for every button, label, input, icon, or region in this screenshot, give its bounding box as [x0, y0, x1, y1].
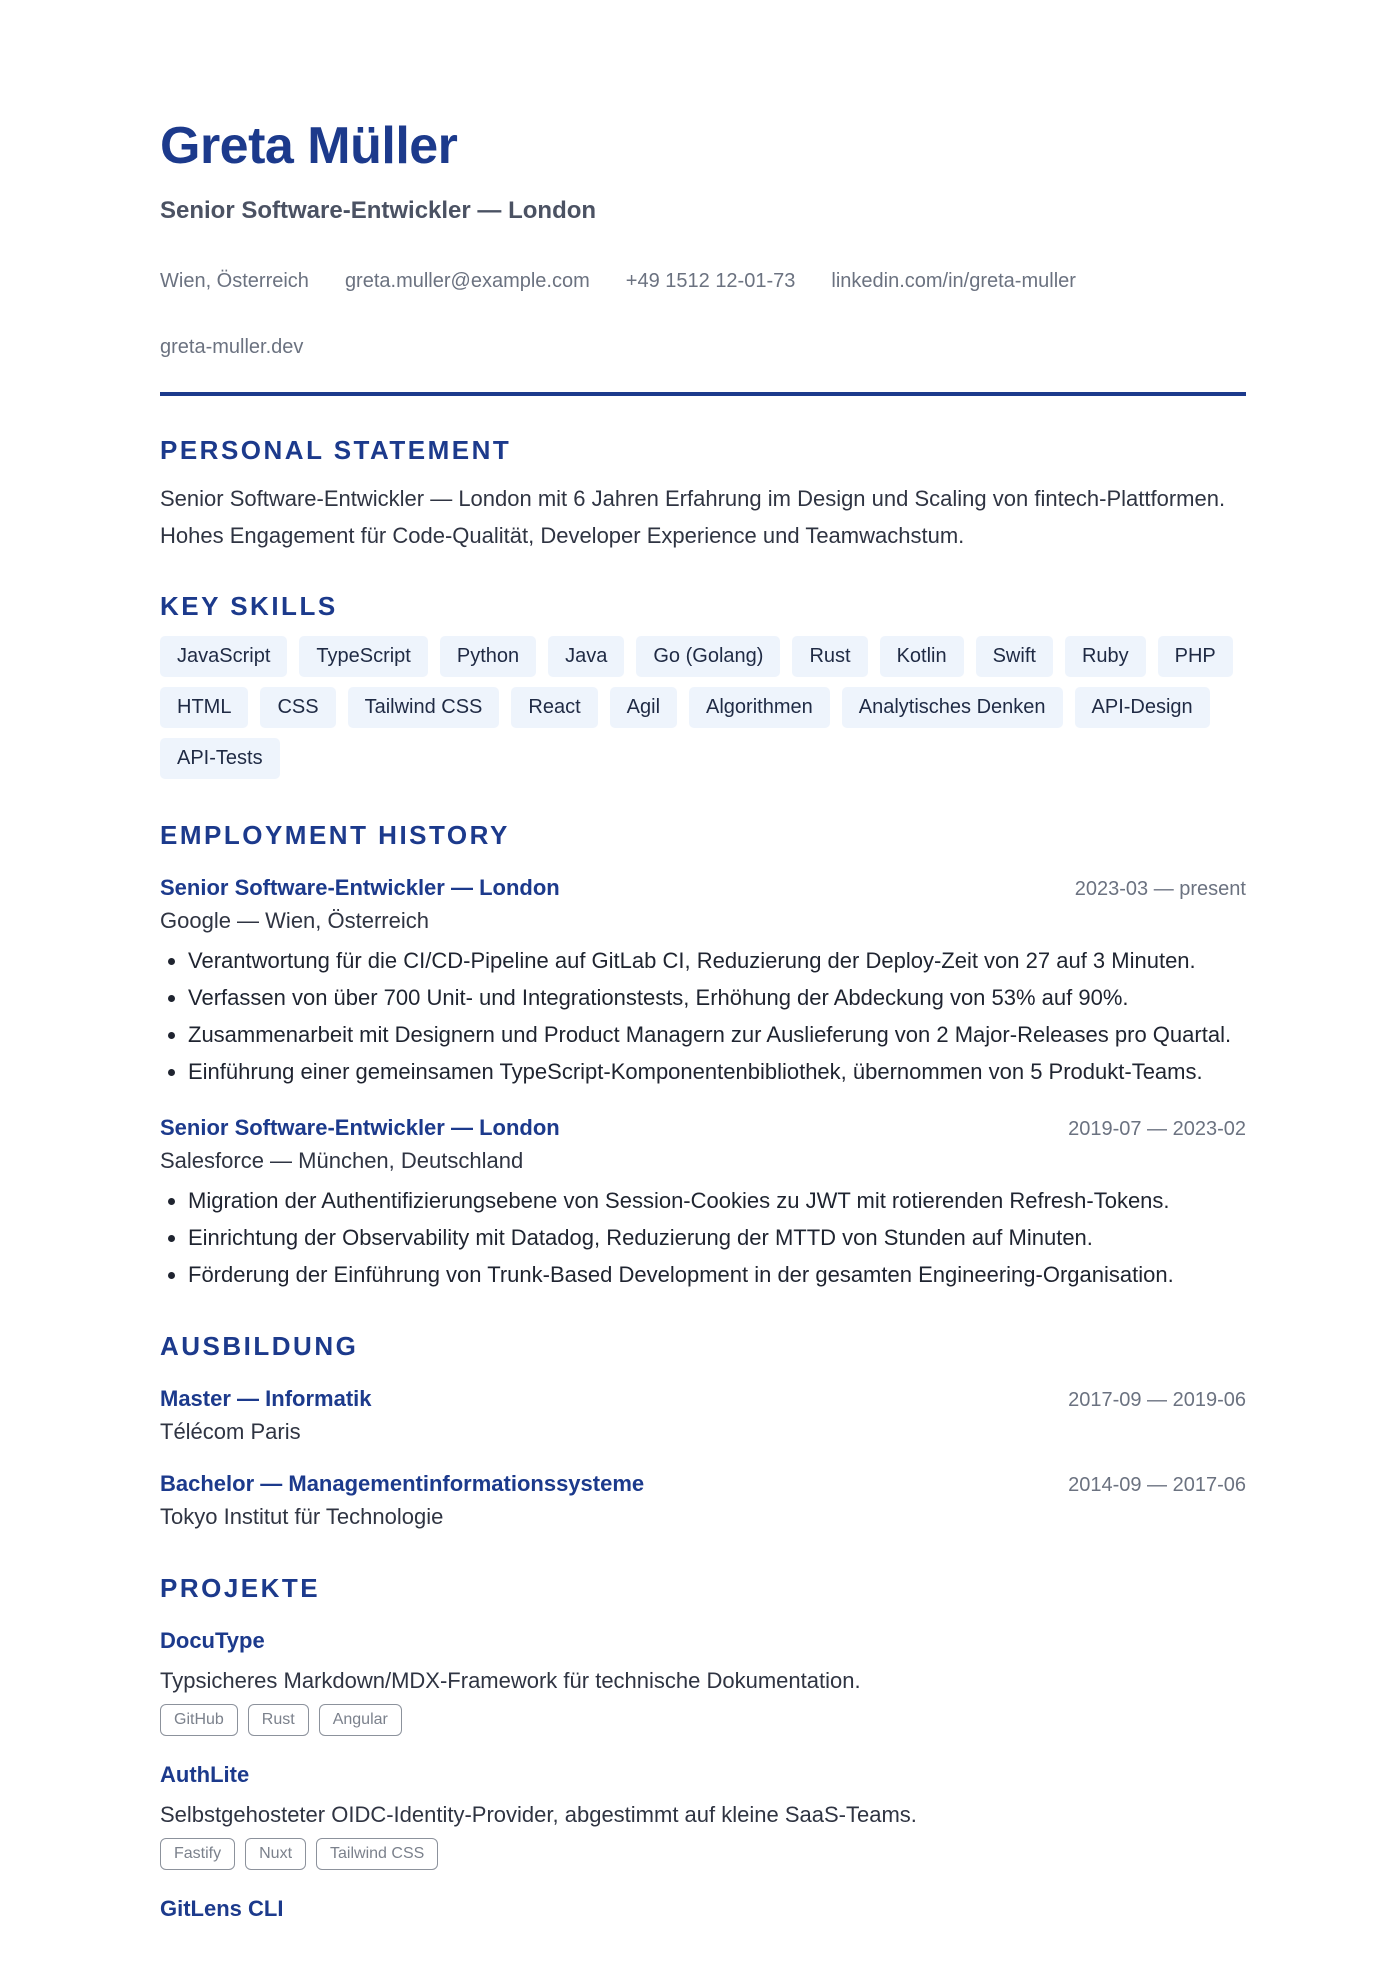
- project-name: GitLens CLI: [160, 1896, 284, 1921]
- candidate-name: Greta Müller: [160, 117, 458, 175]
- job-entry: [160, 1113, 1246, 1292]
- skill-chip: Ruby: [1065, 636, 1146, 677]
- achievement-item: • Einrichtung der Observability mit Datadog, Reduzierung der MTTD von Stunden auf Minuten.: [188, 1221, 1246, 1255]
- skill-chip: Rust: [792, 636, 867, 677]
- section-title-statement: PERSONAL STATEMENT: [160, 435, 512, 465]
- achievement-item: • Zusammenarbeit mit Designern und Product Managern zur Auslieferung von 2 Major-Releases pro Quartal.: [188, 1018, 1246, 1052]
- project-name: AuthLite: [160, 1762, 250, 1787]
- skill-chip-list: [160, 636, 1260, 779]
- job-achievements: [160, 944, 1246, 1089]
- skill-chip: Java: [548, 636, 624, 677]
- header-divider: [160, 392, 1246, 396]
- project-tag: Angular: [319, 1704, 402, 1736]
- skill-chip: TypeScript: [299, 636, 427, 677]
- skill-chip: Go (Golang): [636, 636, 780, 677]
- job-role: Senior Software-Entwickler — London: [160, 1115, 560, 1140]
- achievement-item: • Verfassen von über 700 Unit- und Integrationstests, Erhöhung der Abdeckung von 53% auf 90%.: [188, 981, 1246, 1015]
- education-degree: Master — Informatik: [160, 1386, 372, 1411]
- project-tag: GitHub: [160, 1704, 238, 1736]
- project-description: Selbstgehosteter OIDC-Identity-Provider, abgestimmt auf kleine SaaS-Teams.: [160, 1802, 917, 1827]
- skill-chip: JavaScript: [160, 636, 287, 677]
- contact-linkedin[interactable]: linkedin.com/in/greta-muller: [831, 270, 1076, 292]
- skill-chip: Swift: [976, 636, 1053, 677]
- skill-chip: React: [511, 687, 597, 728]
- education-school: Tokyo Institut für Technologie: [160, 1504, 444, 1529]
- job-achievements: [160, 1184, 1246, 1292]
- education-degree: Bachelor — Managementinformationssysteme: [160, 1471, 645, 1496]
- employment-history-section: [160, 819, 1246, 1292]
- achievement-item: • Migration der Authentifizierungsebene von Session-Cookies zu JWT mit rotierenden Refresh-Tokens.: [188, 1184, 1246, 1218]
- project-tag-list: [160, 1838, 1240, 1870]
- section-title-education: AUSBILDUNG: [160, 1331, 359, 1361]
- achievement-item: • Förderung der Einführung von Trunk-Based Development in der gesamten Engineering-Organisation.: [188, 1258, 1246, 1292]
- skill-chip: Python: [440, 636, 536, 677]
- achievement-item: • Einführung einer gemeinsamen TypeScript-Komponentenbibliothek, übernommen von 5 Produkt-Teams.: [188, 1055, 1246, 1089]
- education-entry: [160, 1469, 1246, 1534]
- section-title-projects: PROJEKTE: [160, 1573, 321, 1603]
- job-role: Senior Software-Entwickler — London: [160, 875, 560, 900]
- project-entry: [160, 1894, 1240, 1924]
- skill-chip: Algorithmen: [689, 687, 830, 728]
- achievement-item: • Verantwortung für die CI/CD-Pipeline auf GitLab CI, Reduzierung der Deploy-Zeit von 27 auf 3 Minuten.: [188, 944, 1246, 978]
- project-tag-list: [160, 1704, 1240, 1736]
- education-dates: 2017-09 — 2019-06: [1068, 1389, 1246, 1411]
- education-school: Télécom Paris: [160, 1419, 301, 1444]
- contact-phone[interactable]: +49 1512 12-01-73: [625, 270, 796, 292]
- job-header-row: [160, 873, 1246, 904]
- project-entry: [160, 1760, 1240, 1870]
- education-entry: [160, 1384, 1246, 1449]
- skill-chip: Tailwind CSS: [348, 687, 500, 728]
- resume-header: [160, 116, 1240, 396]
- contact-website[interactable]: greta-muller.dev: [160, 336, 304, 358]
- job-header-row: [160, 1113, 1246, 1144]
- project-tag: Nuxt: [245, 1838, 306, 1870]
- project-tag: Rust: [248, 1704, 309, 1736]
- skill-chip: API-Design: [1075, 687, 1210, 728]
- education-section: [160, 1330, 1246, 1534]
- contact-location: Wien, Österreich: [160, 270, 309, 292]
- skill-chip: Agil: [610, 687, 677, 728]
- job-organization: Salesforce — München, Deutschland: [160, 1148, 524, 1173]
- job-entry: [160, 873, 1246, 1089]
- job-dates: 2019-07 — 2023-02: [1068, 1118, 1246, 1140]
- project-name: DocuType: [160, 1628, 265, 1653]
- project-tag: Fastify: [160, 1838, 235, 1870]
- contact-email[interactable]: greta.muller@example.com: [344, 270, 590, 292]
- project-tag: Tailwind CSS: [316, 1838, 438, 1870]
- project-description: Typsicheres Markdown/MDX-Framework für technische Dokumentation.: [160, 1668, 861, 1693]
- section-title-skills: KEY SKILLS: [160, 591, 338, 621]
- skill-chip: API-Tests: [160, 738, 280, 779]
- education-header-row: [160, 1469, 1246, 1500]
- personal-statement-section: [160, 434, 1240, 554]
- statement-text: Senior Software-Entwickler — London mit 6 Jahren Erfahrung im Design und Scaling von fintech-Plattformen. Hohes Engagement für Code-Qualität, Developer Experience und Teamwachstum.: [160, 486, 1226, 548]
- key-skills-section: [160, 590, 1240, 779]
- job-dates: 2023-03 — present: [1074, 878, 1246, 900]
- contact-list: [160, 248, 1240, 380]
- candidate-headline: Senior Software-Entwickler — London: [160, 197, 597, 224]
- skill-chip: HTML: [160, 687, 248, 728]
- skill-chip: Kotlin: [880, 636, 964, 677]
- education-header-row: [160, 1384, 1246, 1415]
- skill-chip: Analytisches Denken: [842, 687, 1063, 728]
- skill-chip: PHP: [1158, 636, 1233, 677]
- project-entry: [160, 1626, 1240, 1736]
- projects-section: [160, 1572, 1240, 1924]
- education-dates: 2014-09 — 2017-06: [1068, 1474, 1246, 1496]
- section-title-employment: EMPLOYMENT HISTORY: [160, 820, 510, 850]
- job-organization: Google — Wien, Österreich: [160, 908, 429, 933]
- skill-chip: CSS: [260, 687, 335, 728]
